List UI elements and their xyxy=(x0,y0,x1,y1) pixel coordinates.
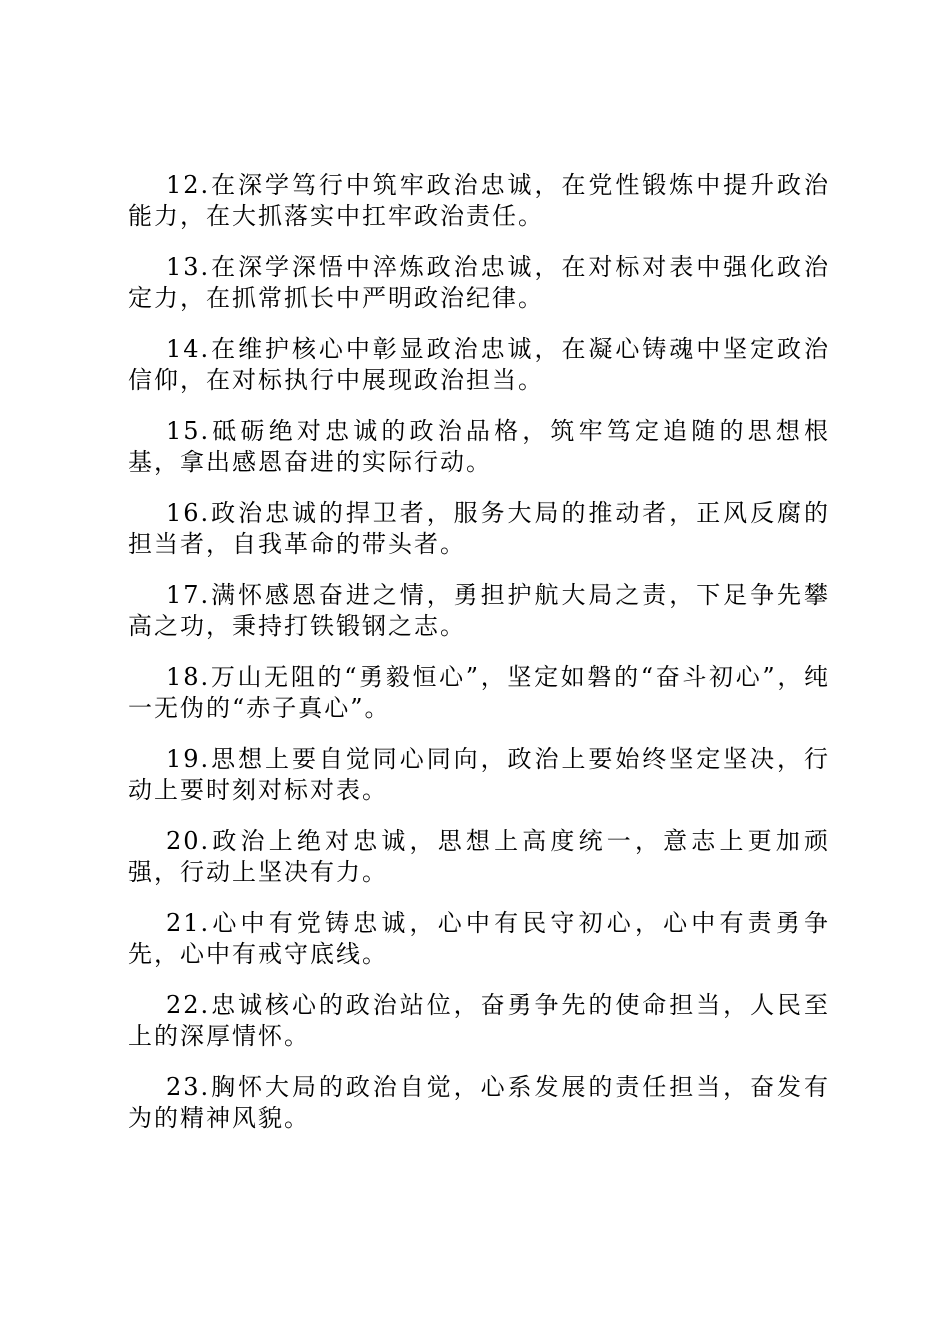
paragraph-20: 20.政治上绝对忠诚，思想上高度统一，意志上更加顽强，行动上坚决有力。 xyxy=(128,827,830,886)
paragraph-14: 14.在维护核心中彰显政治忠诚，在凝心铸魂中坚定政治信仰，在对标执行中展现政治担当。 xyxy=(128,335,830,394)
paragraph-21: 21.心中有党铸忠诚，心中有民守初心，心中有责勇争先，心中有戒守底线。 xyxy=(128,909,830,968)
paragraph-16: 16.政治忠诚的捍卫者，服务大局的推动者，正风反腐的担当者，自我革命的带头者。 xyxy=(128,499,830,558)
paragraph-12: 12.在深学笃行中筑牢政治忠诚，在党性锻炼中提升政治能力，在大抓落实中扛牢政治责任。 xyxy=(128,171,830,230)
paragraph-22: 22.忠诚核心的政治站位，奋勇争先的使命担当，人民至上的深厚情怀。 xyxy=(128,991,830,1050)
paragraph-23: 23.胸怀大局的政治自觉，心系发展的责任担当，奋发有为的精神风貌。 xyxy=(128,1073,830,1132)
paragraph-17: 17.满怀感恩奋进之情，勇担护航大局之责，下足争先攀高之功，秉持打铁锻钢之志。 xyxy=(128,581,830,640)
document-body xyxy=(128,170,830,1154)
paragraph-15: 15.砥砺绝对忠诚的政治品格，筑牢笃定追随的思想根基，拿出感恩奋进的实际行动。 xyxy=(128,417,830,476)
paragraph-19: 19.思想上要自觉同心同向，政治上要始终坚定坚决，行动上要时刻对标对表。 xyxy=(128,745,830,804)
paragraph-18: 18.万山无阻的“勇毅恒心”，坚定如磐的“奋斗初心”，纯一无伪的“赤子真心”。 xyxy=(128,663,830,722)
paragraph-13: 13.在深学深悟中淬炼政治忠诚，在对标对表中强化政治定力，在抓常抓长中严明政治纪律。 xyxy=(128,253,830,312)
